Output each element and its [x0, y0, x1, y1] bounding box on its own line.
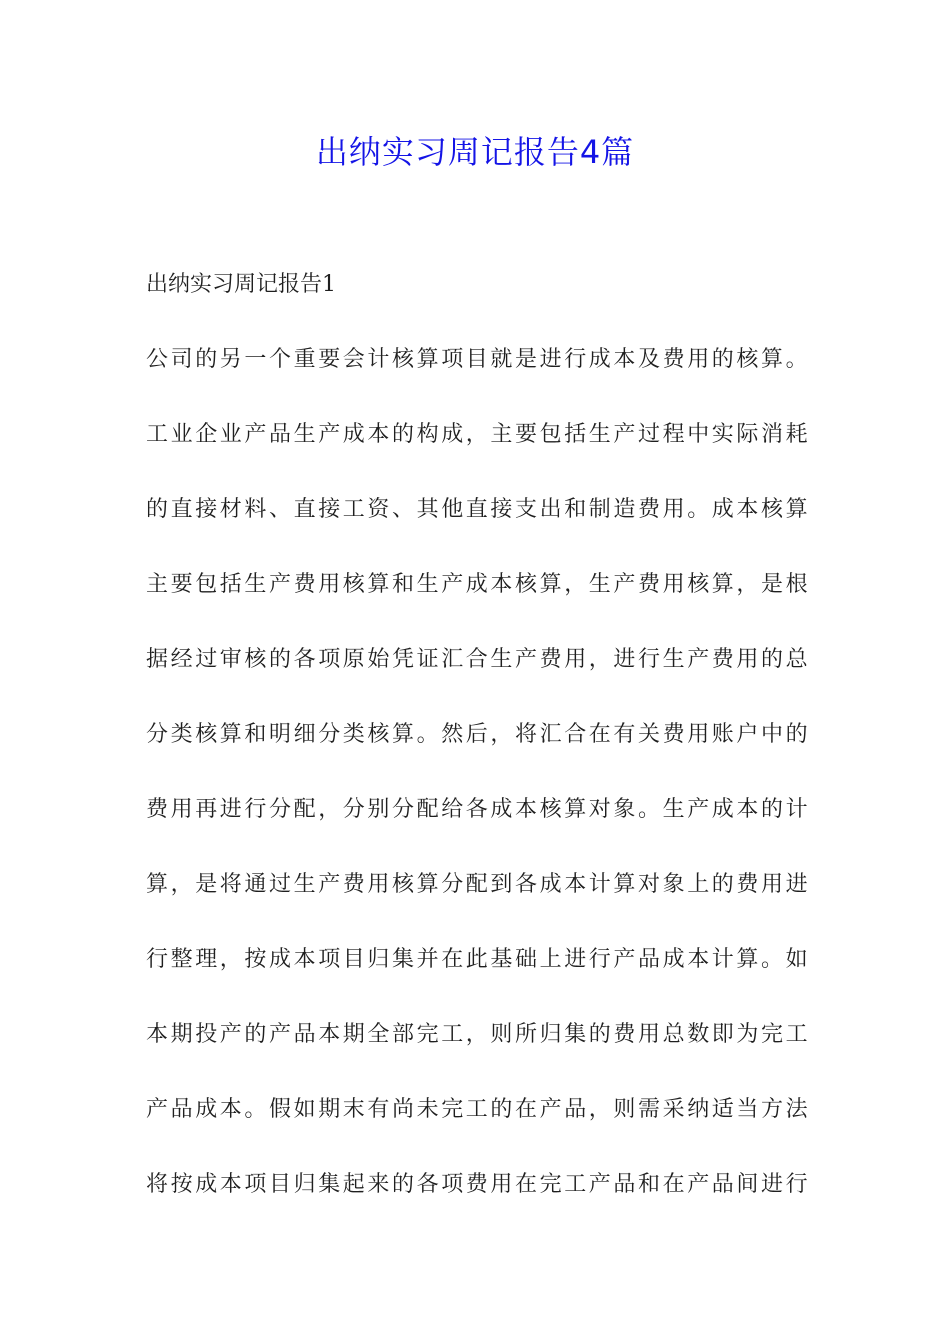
paragraph-line: 的直接材料、直接工资、其他直接支出和制造费用。成本核算 — [146, 497, 811, 522]
paragraph-line: 费用再进行分配，分别分配给各成本核算对象。生产成本的计 — [146, 797, 811, 822]
document-title: 出纳实习周记报告4篇 — [315, 133, 635, 171]
paragraph-line: 算，是将通过生产费用核算分配到各成本计算对象上的费用进 — [146, 872, 811, 897]
paragraph-line: 产品成本。假如期末有尚未完工的在产品，则需采纳适当方法 — [146, 1097, 811, 1122]
paragraph-line: 工业企业产品生产成本的构成，主要包括生产过程中实际消耗 — [146, 422, 811, 447]
paragraph-line: 分类核算和明细分类核算。然后，将汇合在有关费用账户中的 — [146, 722, 811, 747]
paragraph-line: 本期投产的产品本期全部完工，则所归集的费用总数即为完工 — [146, 1022, 811, 1047]
section-heading: 出纳实习周记报告1 — [146, 272, 336, 297]
paragraph-line: 据经过审核的各项原始凭证汇合生产费用，进行生产费用的总 — [146, 647, 811, 672]
paragraph-line: 将按成本项目归集起来的各项费用在完工产品和在产品间进行 — [146, 1172, 811, 1197]
paragraph-line: 主要包括生产费用核算和生产成本核算，生产费用核算，是根 — [146, 572, 811, 597]
document-body — [146, 260, 811, 1235]
paragraph-line: 行整理，按成本项目归集并在此基础上进行产品成本计算。如 — [146, 947, 811, 972]
paragraph-line: 公司的另一个重要会计核算项目就是进行成本及费用的核算。 — [146, 347, 811, 372]
